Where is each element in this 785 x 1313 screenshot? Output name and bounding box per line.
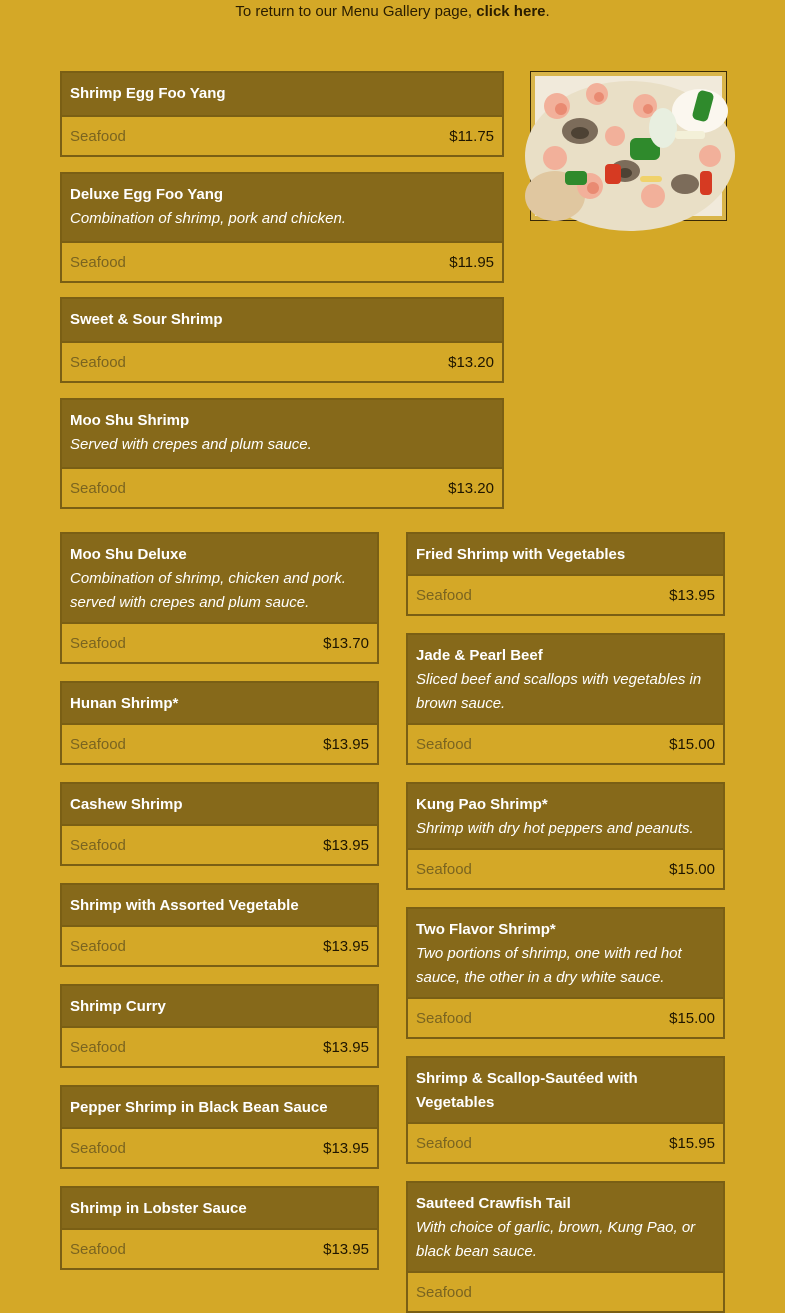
dish-photo[interactable] <box>530 71 727 221</box>
menu-item-card[interactable] <box>60 681 379 765</box>
price-row <box>408 723 723 763</box>
dish-name: Shrimp & Scallop-Sautéed with Vegetables <box>416 1070 638 1111</box>
dish-price: $13.70 <box>323 634 369 652</box>
menu-item-card[interactable] <box>406 532 725 616</box>
menu-item-card[interactable] <box>60 532 379 664</box>
dish-name: Pepper Shrimp in Black Bean Sauce <box>70 1099 328 1116</box>
dish-name: Shrimp Curry <box>70 998 166 1015</box>
dish-category: Seafood <box>70 634 126 652</box>
dish-name: Fried Shrimp with Vegetables <box>416 546 626 563</box>
dish-name: Sauteed Crawfish Tail <box>416 1195 571 1212</box>
price-row <box>408 1271 723 1311</box>
dish-category: Seafood <box>416 860 472 878</box>
dish-description: Combination of shrimp, chicken and pork. served with crepes and plum sauce. <box>70 570 346 611</box>
return-end: . <box>545 3 550 20</box>
menu-item-card[interactable] <box>60 398 504 509</box>
dish-name: Moo Shu Deluxe <box>70 546 187 563</box>
dish-name: Shrimp with Assorted Vegetable <box>70 897 299 914</box>
menu-item-card[interactable] <box>406 782 725 890</box>
dish-category: Seafood <box>70 253 126 271</box>
price-row <box>62 622 377 662</box>
price-row <box>408 848 723 888</box>
price-row <box>62 341 502 381</box>
dish-category: Seafood <box>416 586 472 604</box>
dish-price: $13.95 <box>323 937 369 955</box>
dish-description: Served with crepes and plum sauce. <box>70 436 312 453</box>
price-row <box>62 723 377 763</box>
menu-item-card[interactable] <box>406 1056 725 1164</box>
price-row <box>62 1228 377 1268</box>
menu-item-card[interactable] <box>60 71 504 157</box>
dish-name: Sweet & Sour Shrimp <box>70 311 223 328</box>
dish-category: Seafood <box>70 1139 126 1157</box>
dish-category: Seafood <box>416 1009 472 1027</box>
dish-price: $15.95 <box>669 1134 715 1152</box>
dish-price: $15.00 <box>669 735 715 753</box>
price-row <box>408 574 723 614</box>
dish-price: $13.95 <box>323 1038 369 1056</box>
dish-category: Seafood <box>70 735 126 753</box>
click-here-link[interactable]: click here <box>476 3 546 20</box>
dish-description: Combination of shrimp, pork and chicken. <box>70 210 346 227</box>
return-notice <box>0 0 785 24</box>
dish-price: $13.20 <box>448 353 494 371</box>
dish-description: Two portions of shrimp, one with red hot sauce, the other in a dry white sauce. <box>416 945 682 986</box>
return-text: To return to our Menu Gallery page, <box>235 3 477 20</box>
menu-item-card[interactable] <box>406 633 725 765</box>
dish-price: $11.95 <box>449 253 494 271</box>
dish-price: $13.95 <box>669 586 715 604</box>
dish-price: $13.95 <box>323 735 369 753</box>
price-row <box>62 1026 377 1066</box>
dish-price: $11.75 <box>449 127 494 145</box>
price-row <box>62 115 502 155</box>
price-row <box>62 1127 377 1167</box>
price-row <box>62 824 377 864</box>
dish-name: Cashew Shrimp <box>70 796 183 813</box>
shrimp-vegetable-photo <box>535 76 722 216</box>
menu-item-card[interactable] <box>60 172 504 283</box>
price-row <box>62 241 502 281</box>
price-row <box>62 467 502 507</box>
menu-item-card[interactable] <box>406 1181 725 1313</box>
dish-price: $13.95 <box>323 1240 369 1258</box>
dish-description: Sliced beef and scallops with vegetables in brown sauce. <box>416 671 702 712</box>
menu-item-card[interactable] <box>60 297 504 383</box>
dish-category: Seafood <box>70 479 126 497</box>
price-row <box>408 997 723 1037</box>
dish-name: Moo Shu Shrimp <box>70 412 190 429</box>
dish-description: With choice of garlic, brown, Kung Pao, or black bean sauce. <box>416 1219 696 1260</box>
menu-item-card[interactable] <box>60 984 379 1068</box>
dish-category: Seafood <box>70 1240 126 1258</box>
dish-name: Kung Pao Shrimp* <box>416 796 548 813</box>
dish-category: Seafood <box>416 1283 472 1301</box>
dish-price: $15.00 <box>669 860 715 878</box>
dish-name: Shrimp Egg Foo Yang <box>70 85 226 102</box>
dish-price: $15.00 <box>669 1009 715 1027</box>
menu-item-card[interactable] <box>60 883 379 967</box>
dish-category: Seafood <box>416 1134 472 1152</box>
menu-item-card[interactable] <box>406 907 725 1039</box>
dish-name: Jade & Pearl Beef <box>416 647 543 664</box>
dish-name: Shrimp in Lobster Sauce <box>70 1200 247 1217</box>
dish-category: Seafood <box>70 127 126 145</box>
menu-item-card[interactable] <box>60 1186 379 1270</box>
dish-description: Shrimp with dry hot peppers and peanuts. <box>416 820 694 837</box>
dish-category: Seafood <box>70 1038 126 1056</box>
price-row <box>408 1122 723 1162</box>
menu-item-card[interactable] <box>60 1085 379 1169</box>
dish-name: Hunan Shrimp* <box>70 695 179 712</box>
dish-category: Seafood <box>70 353 126 371</box>
dish-category: Seafood <box>70 937 126 955</box>
dish-category: Seafood <box>416 735 472 753</box>
dish-name: Two Flavor Shrimp* <box>416 921 556 938</box>
dish-price: $13.95 <box>323 836 369 854</box>
dish-price: $13.95 <box>323 1139 369 1157</box>
dish-price: $13.20 <box>448 479 494 497</box>
dish-category: Seafood <box>70 836 126 854</box>
menu-item-card[interactable] <box>60 782 379 866</box>
dish-name: Deluxe Egg Foo Yang <box>70 186 224 203</box>
price-row <box>62 925 377 965</box>
